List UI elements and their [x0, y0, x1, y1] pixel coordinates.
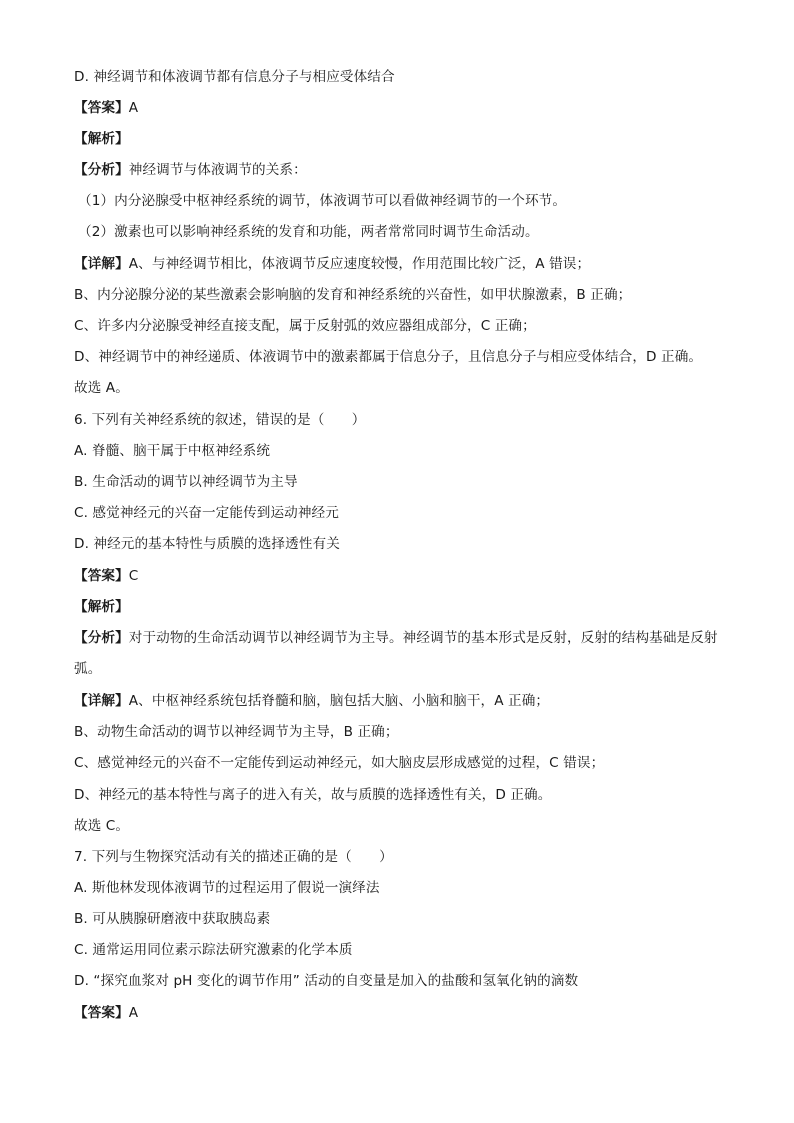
q6-option-b: B. 生命活动的调节以神经调节为主导	[74, 474, 298, 490]
xiangjie-text: A、中枢神经系统包括脊髓和脑，脑包括大脑、小脑和脑干，A 正确；	[128, 693, 550, 709]
answer-value: C	[128, 568, 139, 584]
q5-answer	[74, 98, 734, 118]
q5-option-d: D. 神经调节和体液调节都有信息分子与相应受体结合	[74, 69, 395, 85]
q7-option-b: B. 可从胰腺研磨液中获取胰岛素	[74, 911, 271, 927]
answer-value: A	[128, 100, 139, 116]
q6-analysis-heading	[74, 597, 734, 617]
q5-detail-d: D、神经调节中的神经递质、体液调节中的激素都属于信息分子，且信息分子与相应受体结合，D 正确。	[74, 349, 703, 365]
q6-option-d: D. 神经元的基本特性与质膜的选择透性有关	[74, 536, 340, 552]
q7-option-a: A. 斯他林发现体液调节的过程运用了假说一演绎法	[74, 880, 380, 896]
q6-answer	[74, 566, 734, 586]
q6-detail-b: B、动物生命活动的调节以神经调节为主导，B 正确；	[74, 724, 399, 740]
q5-conclusion: 故选 A。	[74, 380, 129, 396]
q6-fenxi	[74, 623, 734, 685]
fenxi-tag: 【分析】	[74, 162, 129, 178]
q6-conclusion: 故选 C。	[74, 818, 130, 834]
q5-fenxi	[74, 160, 734, 180]
q5-xiangjie	[74, 254, 734, 274]
q6-stem: 6. 下列有关神经系统的叙述，错误的是（ ）	[74, 412, 366, 428]
q7-option-c: C. 通常运用同位素示踪法研究激素的化学本质	[74, 942, 353, 958]
q6-detail-c: C、感觉神经元的兴奋不一定能传到运动神经元，如大脑皮层形成感觉的过程，C 错误；	[74, 755, 605, 771]
q6-option-a: A. 脊髓、脑干属于中枢神经系统	[74, 443, 271, 459]
fenxi-text: 神经调节与体液调节的关系：	[128, 162, 307, 178]
q7-answer	[74, 1003, 734, 1023]
q6-xiangjie	[74, 691, 734, 711]
analysis-tag: 【解析】	[74, 131, 129, 147]
q5-detail-b: B、内分泌腺分泌的某些激素会影响脑的发育和神经系统的兴奋性，如甲状腺激素，B 正确；	[74, 287, 632, 303]
answer-tag: 【答案】	[74, 100, 129, 116]
q6-detail-d: D、神经元的基本特性与离子的进入有关，故与质膜的选择透性有关，D 正确。	[74, 787, 552, 803]
q6-option-c: C. 感觉神经元的兴奋一定能传到运动神经元	[74, 505, 339, 521]
xiangjie-tag: 【详解】	[74, 693, 129, 709]
xiangjie-tag: 【详解】	[74, 256, 129, 272]
q5-detail-c: C、许多内分泌腺受神经直接支配，属于反射弧的效应器组成部分，C 正确；	[74, 318, 536, 334]
q5-analysis-heading	[74, 129, 734, 149]
answer-tag: 【答案】	[74, 1005, 129, 1021]
q5-point-1: （1）内分泌腺受中枢神经系统的调节，体液调节可以看做神经调节的一个环节。	[78, 193, 567, 209]
q7-option-d: D. “探究血浆对 pH 变化的调节作用” 活动的自变量是加入的盐酸和氢氧化钠的滴数	[74, 973, 579, 989]
fenxi-tag: 【分析】	[74, 630, 129, 646]
answer-tag: 【答案】	[74, 568, 129, 584]
xiangjie-text: A、与神经调节相比，体液调节反应速度较慢，作用范围比较广泛，A 错误；	[128, 256, 591, 272]
fenxi-text: 对于动物的生命活动调节以神经调节为主导。神经调节的基本形式是反射，反射的结构基础是反射弧。	[74, 630, 718, 677]
q7-stem: 7. 下列与生物探究活动有关的描述正确的是（ ）	[74, 849, 393, 865]
q5-point-2: （2）激素也可以影响神经系统的发育和功能，两者常常同时调节生命活动。	[78, 224, 539, 240]
analysis-tag: 【解析】	[74, 599, 129, 615]
answer-value: A	[128, 1005, 139, 1021]
